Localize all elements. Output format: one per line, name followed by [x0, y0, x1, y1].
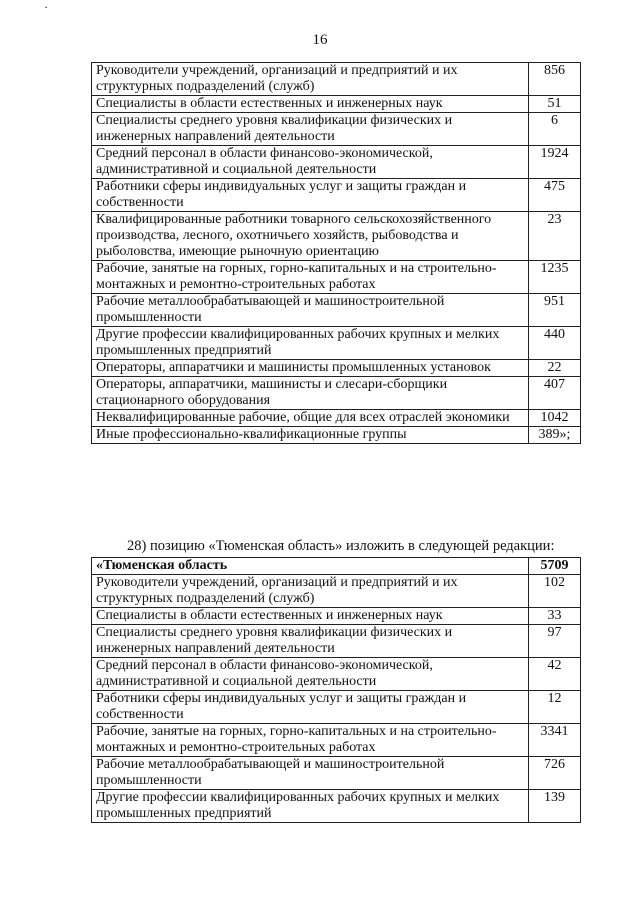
occupation-count: 33 [529, 608, 581, 625]
occupation-count: 102 [529, 575, 581, 608]
occupation-count: 1042 [529, 410, 581, 427]
table-row [92, 757, 581, 790]
occupation-count: 1924 [529, 146, 581, 179]
occupations-table-tyumen [91, 557, 581, 823]
occupation-name: Операторы, аппаратчики и машинисты промышленных установок [92, 360, 529, 377]
occupation-count: 389»; [529, 427, 581, 444]
occupation-name: Специалисты в области естественных и инженерных наук [92, 96, 529, 113]
table-header-row [92, 558, 581, 575]
occupation-count: 3341 [529, 724, 581, 757]
table-row [92, 63, 581, 96]
region-name: «Тюменская область [92, 558, 529, 575]
table-row [92, 327, 581, 360]
table-row [92, 179, 581, 212]
region-total: 5709 [529, 558, 581, 575]
table-row [92, 146, 581, 179]
occupations-table-1 [91, 62, 581, 444]
occupation-count: 42 [529, 658, 581, 691]
occupation-count: 22 [529, 360, 581, 377]
occupation-name: Неквалифицированные рабочие, общие для всех отраслей экономики [92, 410, 529, 427]
occupation-name: Рабочие металлообрабатывающей и машиностроительной промышленности [92, 757, 529, 790]
occupation-name: Руководители учреждений, организаций и предприятий и их структурных подразделений (служб) [92, 63, 529, 96]
occupation-name: Рабочие, занятые на горных, горно-капитальных и на строительно-монтажных и ремонтно-строительных работах [92, 261, 529, 294]
occupation-name: Рабочие металлообрабатывающей и машиностроительной промышленности [92, 294, 529, 327]
occupation-name: Специалисты среднего уровня квалификации физических и инженерных направлений деятельности [92, 625, 529, 658]
table-row [92, 658, 581, 691]
scan-mark: · [44, 0, 48, 14]
occupation-count: 475 [529, 179, 581, 212]
table-row [92, 360, 581, 377]
table-row [92, 427, 581, 444]
occupation-count: 139 [529, 790, 581, 823]
occupation-name: Руководители учреждений, организаций и предприятий и их структурных подразделений (служб) [92, 575, 529, 608]
occupation-count: 23 [529, 212, 581, 261]
occupation-name: Квалифицированные работники товарного сельскохозяйственного производства, лесного, охотничьего хозяйств, рыбоводства и рыболовства, имеющие рыночную ориентацию [92, 212, 529, 261]
table-row [92, 625, 581, 658]
occupation-name: Другие профессии квалифицированных рабочих крупных и мелких промышленных предприятий [92, 327, 529, 360]
occupation-count: 12 [529, 691, 581, 724]
occupation-name: Другие профессии квалифицированных рабочих крупных и мелких промышленных предприятий [92, 790, 529, 823]
occupation-count: 6 [529, 113, 581, 146]
occupation-count: 440 [529, 327, 581, 360]
occupation-name: Специалисты среднего уровня квалификации физических и инженерных направлений деятельности [92, 113, 529, 146]
table-row [92, 691, 581, 724]
table-row [92, 724, 581, 757]
table-row [92, 96, 581, 113]
table-row [92, 113, 581, 146]
occupation-count: 1235 [529, 261, 581, 294]
table-row [92, 294, 581, 327]
occupation-count: 856 [529, 63, 581, 96]
occupation-count: 951 [529, 294, 581, 327]
table-row [92, 410, 581, 427]
occupation-name: Средний персонал в области финансово-экономической, административной и социальной деятельности [92, 146, 529, 179]
occupation-name: Иные профессионально-квалификационные группы [92, 427, 529, 444]
page-number: 16 [312, 32, 328, 48]
table-row [92, 608, 581, 625]
occupation-name: Специалисты в области естественных и инженерных наук [92, 608, 529, 625]
table-row [92, 212, 581, 261]
occupation-count: 726 [529, 757, 581, 790]
occupation-name: Работники сферы индивидуальных услуг и защиты граждан и собственности [92, 691, 529, 724]
table-row [92, 377, 581, 410]
table-row [92, 261, 581, 294]
occupation-count: 407 [529, 377, 581, 410]
table-row [92, 790, 581, 823]
occupation-count: 97 [529, 625, 581, 658]
table-row [92, 575, 581, 608]
amendment-paragraph: 28) позицию «Тюменская область» изложить в следующей редакции: [127, 538, 555, 554]
occupation-name: Операторы, аппаратчики, машинисты и слесари-сборщики стационарного оборудования [92, 377, 529, 410]
occupation-name: Рабочие, занятые на горных, горно-капитальных и на строительно-монтажных и ремонтно-строительных работах [92, 724, 529, 757]
occupation-name: Средний персонал в области финансово-экономической, административной и социальной деятельности [92, 658, 529, 691]
occupation-count: 51 [529, 96, 581, 113]
occupation-name: Работники сферы индивидуальных услуг и защиты граждан и собственности [92, 179, 529, 212]
